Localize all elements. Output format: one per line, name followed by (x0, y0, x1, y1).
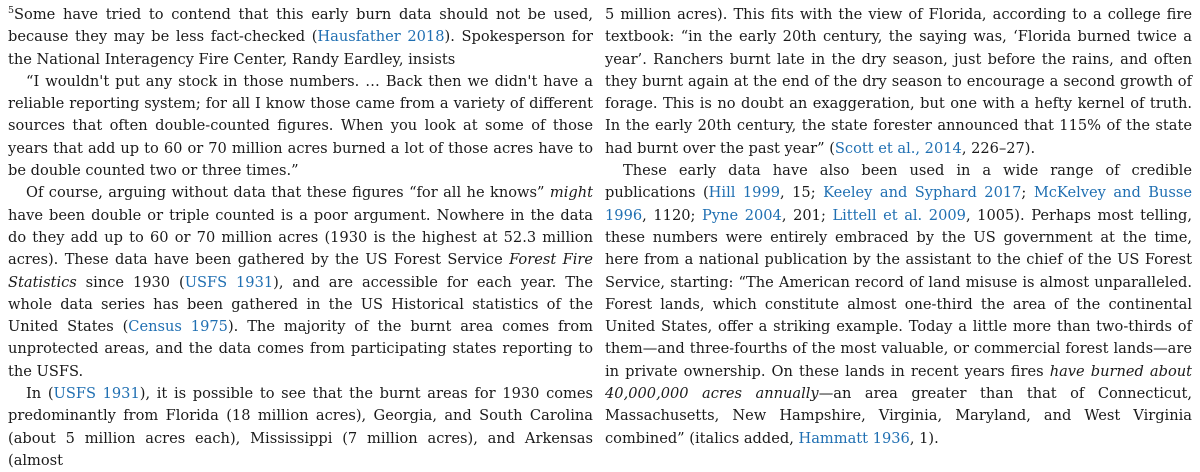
footnote-number: 5 (8, 5, 15, 16)
text-run: ; (1021, 184, 1034, 202)
publications-paragraph (605, 160, 1192, 450)
citation-link[interactable]: Hill 1999 (708, 184, 781, 202)
text-run: have been double or triple counted is a poor argument. Nowhere in the data do they add up to 60 or 70 million acres (1930 is the highest at 52.3 million acres). These data have been gathered by the US Forest Service (8, 206, 593, 269)
text-run: Of course, arguing without data that these figures “for all he knows” (26, 184, 550, 202)
citation-link[interactable]: USFS 1931 (53, 385, 140, 403)
quote-paragraph: “I wouldn't put any stock in those numbers. … Back then we didn't have a reliable reporting system; for all I know those came from a variety of different sources that often double-counted figures. When you look at some of those years that add up to 60 or 70 million acres burned a lot of those acres have to be double counted two or three times.” (8, 72, 593, 180)
text-run: , 201; (781, 206, 833, 224)
text-run: These early data have also been used in a wide range of credible publications ( (605, 162, 1192, 202)
text-run: ), it is possible to see that the burnt areas for 1930 comes predominantly from Florida (18 million acres), Georgia, and South Carolina (about 5 million acres each), Mississippi (7 million acres), and Arkensas (almost (8, 385, 594, 469)
text-run: , 1). (909, 429, 939, 447)
text-run: ). Spokesperson for the National Interagency Fire Center, Randy Eardley, insists (8, 28, 594, 68)
florida-paragraph (605, 4, 1192, 160)
text-run: ), and are accessible for each year. The whole data series has been gathered in the US Historical statistics of the United States ( (8, 273, 593, 336)
citation-link[interactable]: McKelvey and Busse 1996 (605, 184, 1192, 224)
italic-run: have burned about 40,000,000 acres annually (605, 362, 1193, 403)
citation-link[interactable]: Hausfather 2018 (317, 28, 445, 46)
argument-paragraph (8, 182, 593, 383)
footnote-paragraph-intro (8, 4, 593, 71)
citation-link[interactable]: Littell et al. 2009 (832, 206, 966, 224)
citation-link[interactable]: Scott et al., 2014 (834, 139, 962, 157)
citation-link[interactable]: Census 1975 (128, 318, 228, 336)
citation-link[interactable]: USFS 1931 (184, 273, 274, 291)
text-run: , 226–27). (961, 139, 1036, 157)
text-run: ). The majority of the burnt area comes from unprotected areas, and the data comes from participating states reporting to the USFS. (8, 318, 594, 380)
text-run: —an area greater than that of Connecticut, Massachusetts, New Hampshire, Virginia, Maryland, and West Virginia combined” (italics added, (605, 385, 1192, 447)
right-column (605, 4, 1192, 450)
citation-link[interactable]: Hammatt 1936 (798, 429, 910, 447)
text-run: , 1005). Perhaps most telling, these numbers were entirely embraced by the US government at the time, here from a national publication by the assistant to the chief of the US Forest Service, starting: “The American record of land misuse is almost unparalleled. Forest lands, which constitute almost one-third the area of the continental United States, offer a striking example. Today a little more than two-thirds of them—and three-fourths of the most valuable, or commercial forest lands—are in private ownership. On these lands in recent years fires (605, 206, 1192, 380)
text-run: , 1120; (642, 206, 703, 224)
citation-link[interactable]: Pyne 2004 (702, 206, 782, 224)
text-run: In ( (26, 385, 54, 403)
text-run: 5 million acres). This fits with the view of Florida, according to a college fire textbook: “in the early 20th century, the saying was, ‘Florida burned twice a year’. Ranchers burnt late in the dry season, just before the rains, and often they burnt again at the end of the dry season to encourage a second growth of forage. This is no doubt an exaggeration, but one with a hefty kernel of truth. In the early 20th century, the state forester announced that 115% of the state had burnt over the past year” ( (605, 6, 1192, 157)
italic-run: might (549, 184, 593, 202)
italic-run: Forest Fire Statistics (8, 251, 593, 291)
left-column (8, 4, 593, 472)
text-run: Some have tried to contend that this early burn data should not be used, because they may be less fact-checked ( (8, 6, 593, 46)
text-run: , 15; (780, 184, 824, 202)
text-run: since 1930 ( (76, 273, 185, 291)
citation-link[interactable]: Keeley and Syphard 2017 (823, 184, 1022, 202)
